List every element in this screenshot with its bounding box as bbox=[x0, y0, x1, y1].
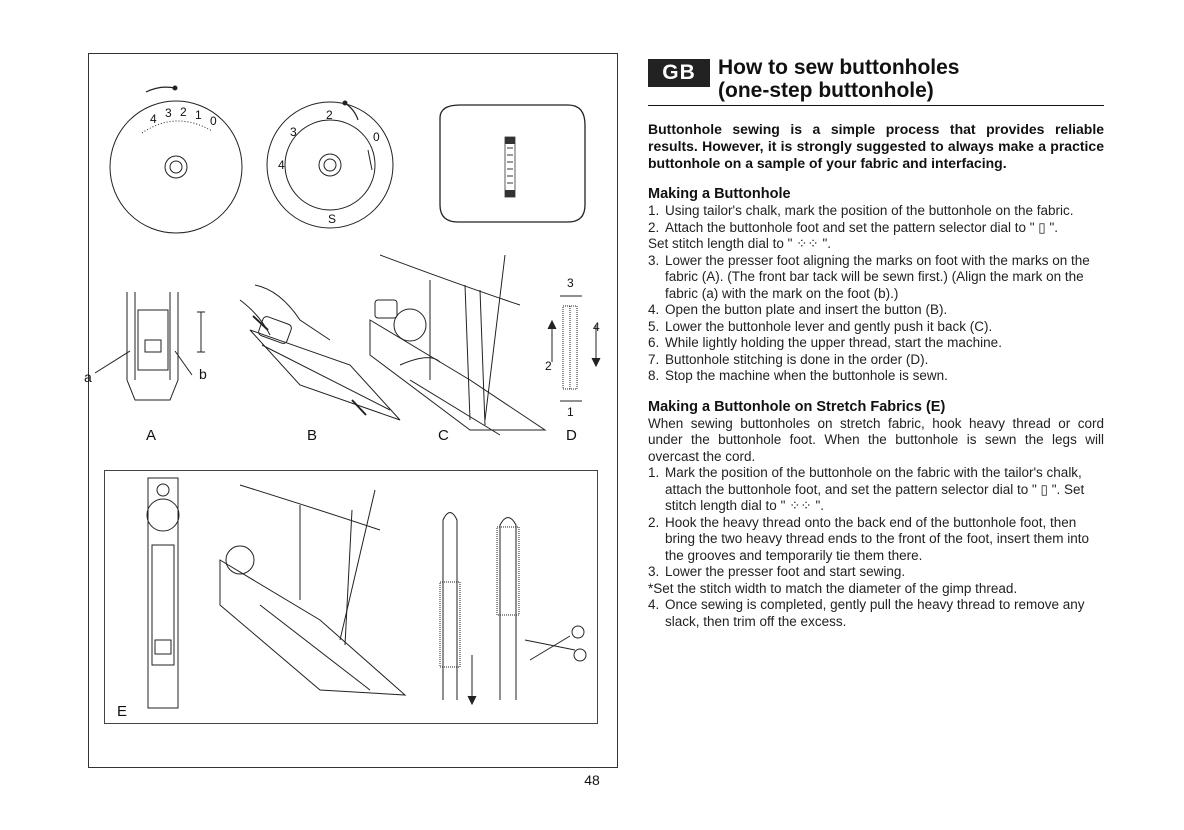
figure-c-drawing bbox=[370, 255, 545, 435]
list-item: 5. Lower the buttonhole lever and gently push it back (C). bbox=[648, 318, 993, 334]
dial-number: 2 bbox=[180, 105, 187, 119]
page-number: 48 bbox=[584, 772, 600, 788]
figure-label-d: D bbox=[566, 427, 577, 444]
list-item: 1. Using tailor's chalk, mark the position of the buttonhole on the fabric. bbox=[648, 203, 1074, 218]
step-list bbox=[648, 465, 1104, 630]
figure-d-drawing bbox=[548, 296, 600, 401]
pattern-display bbox=[440, 105, 585, 222]
figure-a-drawing bbox=[95, 292, 205, 400]
callout-a: a bbox=[84, 369, 92, 385]
dial-number: 0 bbox=[210, 114, 217, 128]
section-heading: Making a Buttonhole on Stretch Fabrics (E) bbox=[648, 398, 946, 415]
figure-label-e: E bbox=[117, 703, 128, 720]
text-column bbox=[648, 55, 1104, 630]
dial-number: 2 bbox=[326, 108, 333, 122]
list-item: 4. Open the button plate and insert the button (B). bbox=[648, 302, 948, 317]
sequence-number: 3 bbox=[567, 276, 574, 290]
sequence-number: 1 bbox=[567, 405, 574, 419]
list-item: 7. Buttonhole stitching is done in the order (D). bbox=[648, 351, 929, 367]
language-badge: GB bbox=[648, 59, 710, 87]
list-item: 8. Stop the machine when the buttonhole is sewn. bbox=[648, 368, 948, 383]
list-item: 3. Lower the presser foot and start sewing. *Set the stitch width to match the diameter of the gimp thread. bbox=[648, 564, 1018, 596]
list-item: 6. While lightly holding the upper thread, start the machine. bbox=[648, 335, 1002, 350]
dial-number: 4 bbox=[150, 112, 157, 126]
figure-label-a: A bbox=[146, 427, 157, 444]
page-subtitle: (one-step buttonhole) bbox=[718, 79, 934, 102]
list-item: 2. Hook the heavy thread onto the back end of the buttonhole foot, then bring the two heavy thread ends to the front of the foot, insert them into the grooves and temporarily tie them there. bbox=[648, 514, 1090, 563]
list-item: 2. Attach the buttonhole foot and set the pattern selector dial to " ▯ ". Set stitch length dial to " ⁘⁘ ". bbox=[648, 219, 1059, 251]
figure-e-frame bbox=[104, 470, 598, 724]
dial-number: 0 bbox=[373, 130, 380, 144]
section-heading: Making a Buttonhole bbox=[648, 186, 791, 202]
list-item: 3. Lower the presser foot aligning the marks on foot with the marks on the fabric (A). (The front bar tack will be sewn first.) (Align the mark on the fabric (a) with the mark on the foot (b).) bbox=[648, 252, 1090, 301]
dial-number: S bbox=[328, 212, 337, 226]
page-title: How to sew buttonholes bbox=[718, 56, 960, 79]
stitch-length-dial bbox=[110, 86, 242, 233]
callout-b: b bbox=[199, 366, 207, 382]
figure-label-b: B bbox=[307, 427, 318, 444]
section-intro: When sewing buttonholes on stretch fabric, hook heavy thread or cord under the buttonhole foot. When the buttonhole is sewn the legs will overcast the cord. bbox=[648, 415, 1104, 464]
figure-b-drawing bbox=[240, 285, 400, 420]
dial-number: 3 bbox=[290, 125, 297, 139]
dial-number: 1 bbox=[195, 108, 202, 122]
step-list bbox=[648, 203, 1104, 385]
list-item: 1. Mark the position of the buttonhole on the fabric with the tailor's chalk, attach the buttonhole foot, and set the pattern selector dial to " ▯ ". Set stitch length dial to " ⁘⁘ ". bbox=[648, 465, 1085, 513]
list-item: 4. Once sewing is completed, gently pull the heavy thread to remove any slack, then trim off the excess. bbox=[648, 597, 1085, 629]
section-header bbox=[648, 55, 1104, 106]
dial-number: 4 bbox=[278, 158, 285, 172]
dial-number: 3 bbox=[165, 106, 172, 120]
figure-label-c: C bbox=[438, 427, 449, 444]
sequence-number: 2 bbox=[545, 359, 552, 373]
intro-paragraph: Buttonhole sewing is a simple process that provides reliable results. However, it is strongly suggested to always make a practice buttonhole on a sample of your fabric and interfacing. bbox=[648, 121, 1104, 171]
sequence-number: 4 bbox=[593, 320, 600, 334]
